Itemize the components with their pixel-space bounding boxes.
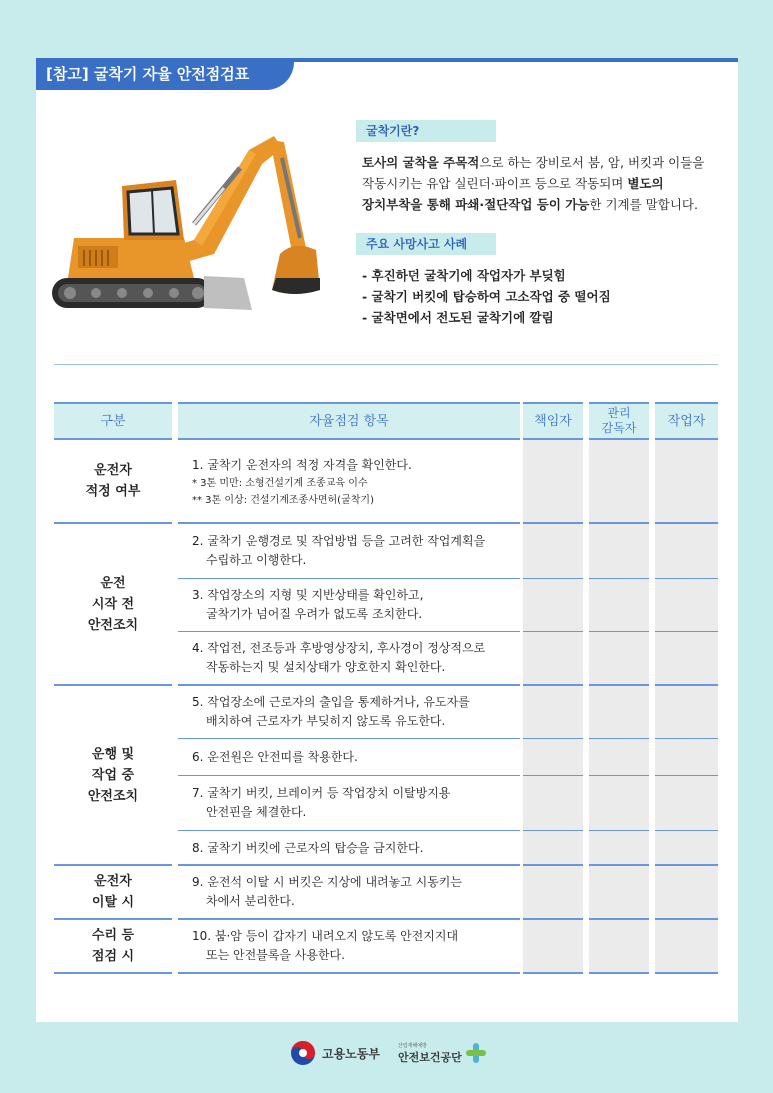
table-row: [178, 686, 520, 738]
accidents-heading: 주요 사망사고 사례: [356, 233, 496, 255]
table-row: [178, 440, 520, 524]
list-item: - 굴착면에서 전도된 굴착기에 깔림: [362, 310, 554, 325]
header-col1: 책임자: [523, 402, 583, 440]
cell-divider: [523, 972, 583, 974]
about-heading: 굴착기란?: [356, 120, 496, 142]
item-text: 9. 운전석 이탈 시 버킷은 지상에 내려놓고 시동키는: [192, 875, 462, 889]
check-cell[interactable]: [655, 866, 718, 918]
table-row: [178, 739, 520, 775]
about-line: 으로 하는 장비로서 붐, 암, 버킷과 이들을: [479, 155, 705, 170]
table-row: [178, 524, 520, 578]
header-item: 자율점검 항목: [178, 402, 520, 440]
item-text: 4. 작업전, 전조등과 후방영상장치, 후사경이 정상적으로: [192, 641, 486, 655]
check-cell[interactable]: [655, 440, 718, 522]
category-repair: 수리 등 점검 시: [54, 920, 172, 974]
about-emph: 장치부착을 통해 파쇄·절단작업 등이 가능: [362, 197, 590, 212]
check-cell[interactable]: [655, 579, 718, 631]
check-cell[interactable]: [589, 632, 649, 684]
item-note: * 3톤 미만: 소형건설기계 조종교육 이수: [192, 477, 368, 489]
check-cell[interactable]: [589, 579, 649, 631]
excavator-illustration: [44, 128, 324, 328]
check-cell[interactable]: [589, 831, 649, 864]
item-text: 10. 붐·암 등이 갑자기 내려오지 않도록 안전지지대: [192, 929, 459, 943]
check-cell[interactable]: [523, 440, 583, 522]
category-driver-qualification: 운전자 적정 여부: [54, 440, 172, 524]
item-text: 2. 굴착기 운행경로 및 작업방법 등을 고려한 작업계획을: [192, 534, 486, 548]
about-emph: 별도의: [627, 176, 664, 191]
check-cell[interactable]: [589, 920, 649, 972]
item-text: 3. 작업장소의 지형 및 지반상태를 확인하고,: [192, 588, 424, 602]
check-cell[interactable]: [589, 440, 649, 522]
table-row: [178, 831, 520, 865]
check-cell[interactable]: [523, 739, 583, 775]
accident-list: [362, 265, 722, 328]
list-item: - 굴착기 버킷에 탑승하여 고소작업 중 떨어짐: [362, 289, 611, 304]
check-cell[interactable]: [523, 920, 583, 972]
item-text: 5. 작업장소에 근로자의 출입을 통제하거나, 유도자를: [192, 695, 470, 709]
table-row: [178, 632, 520, 684]
table-row: [178, 866, 520, 918]
checklist-card: [36, 58, 738, 1022]
row-divider: [178, 972, 520, 974]
item-text: 6. 운전원은 안전띠를 착용한다.: [192, 749, 358, 764]
check-cell[interactable]: [523, 686, 583, 738]
category-during-operation: 운행 및 작업 중 안전조치: [54, 686, 172, 866]
table-row: [178, 776, 520, 830]
kosha-logo: [398, 1042, 486, 1065]
category-leaving-seat: 운전자 이탈 시: [54, 866, 172, 920]
item-text: 굴착기가 넘어질 우려가 없도록 조치한다.: [206, 607, 423, 621]
about-line: 한 기계를 말합니다.: [589, 197, 698, 212]
check-cell[interactable]: [589, 776, 649, 830]
kosha-tagline: 산업재해예방: [397, 1042, 427, 1049]
check-cell[interactable]: [655, 776, 718, 830]
item-text: 1. 굴착기 운전자의 적정 자격을 확인한다.: [192, 457, 412, 472]
header-category: 구분: [54, 402, 172, 440]
check-cell[interactable]: [589, 524, 649, 578]
check-cell[interactable]: [655, 632, 718, 684]
item-text: 안전핀을 체결한다.: [206, 805, 307, 819]
item-text: 수립하고 이행한다.: [206, 553, 307, 567]
check-cell[interactable]: [523, 524, 583, 578]
item-text: 작동하는지 및 설치상태가 양호한지 확인한다.: [206, 660, 446, 674]
cell-divider: [655, 972, 718, 974]
taegeuk-icon: [290, 1040, 316, 1066]
about-line: 작동시키는 유압 실린더·파이프 등으로 작동되며: [362, 176, 628, 191]
item-text: 차에서 분리한다.: [206, 894, 295, 908]
table-row: [178, 579, 520, 631]
check-cell[interactable]: [655, 739, 718, 775]
header-col3: 작업자: [655, 402, 718, 440]
ministry-name: 고용노동부: [322, 1046, 380, 1061]
category-pre-operation: 운전 시작 전 안전조치: [54, 524, 172, 686]
item-text: 배치하여 근로자가 부딪히지 않도록 유도한다.: [206, 714, 446, 728]
check-cell[interactable]: [655, 831, 718, 864]
check-cell[interactable]: [523, 831, 583, 864]
check-cell[interactable]: [655, 524, 718, 578]
check-cell[interactable]: [589, 686, 649, 738]
kosha-name: 안전보건공단: [397, 1050, 462, 1064]
cell-divider: [589, 972, 649, 974]
check-cell[interactable]: [523, 579, 583, 631]
check-cell[interactable]: [523, 776, 583, 830]
page-title: [참고] 굴착기 자율 안전점검표: [36, 58, 294, 90]
kosha-cross-icon: [466, 1042, 486, 1064]
table-row: [178, 920, 520, 972]
item-text: 또는 안전블록을 사용한다.: [206, 948, 345, 962]
item-note: ** 3톤 이상: 건설기계조종사면허(굴착기): [192, 494, 374, 506]
section-divider: [54, 364, 718, 365]
header-col2: 관리 감독자: [589, 402, 649, 440]
list-item: - 후진하던 굴착기에 작업자가 부딪힘: [362, 268, 566, 283]
check-cell[interactable]: [523, 866, 583, 918]
check-cell[interactable]: [655, 686, 718, 738]
item-text: 8. 굴착기 버킷에 근로자의 탑승을 금지한다.: [192, 840, 424, 855]
item-text: 7. 굴착기 버킷, 브레이커 등 작업장치 이탈방지용: [192, 786, 451, 800]
footer-logos: [290, 1040, 486, 1066]
check-cell[interactable]: [655, 920, 718, 972]
check-cell[interactable]: [523, 632, 583, 684]
about-text: [362, 152, 722, 215]
check-cell[interactable]: [589, 739, 649, 775]
about-emph: 토사의 굴착을 주목적: [362, 155, 480, 170]
check-cell[interactable]: [589, 866, 649, 918]
ministry-logo: [290, 1040, 380, 1066]
